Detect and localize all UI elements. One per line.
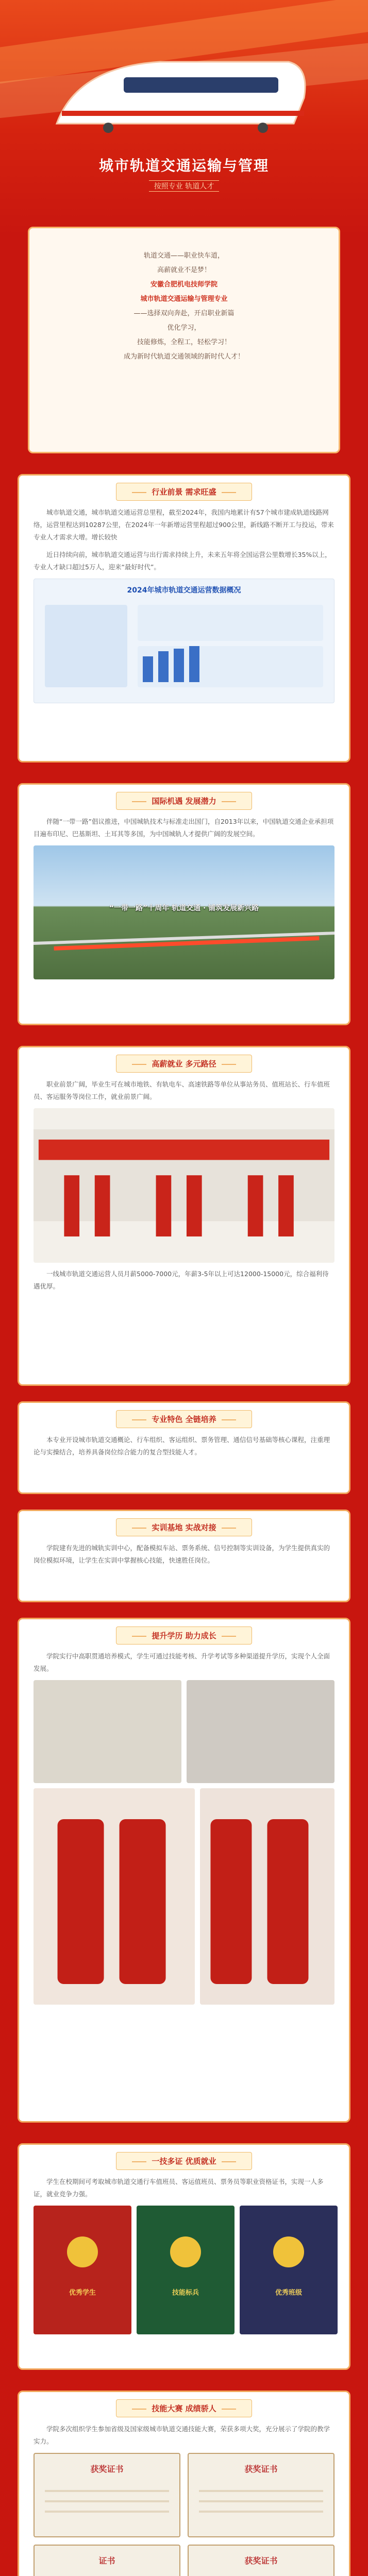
section-title: 国际机遇 发展潜力 (116, 792, 252, 810)
certificate: 获奖证书 (188, 2453, 334, 2537)
section-paragraph: 近日持续向前，城市轨道交通运营与出行需求持续上升，未来五年将全国运营公里数增长35%以上，专业人才缺口超过5万人，迎来“最好时代”。 (34, 551, 331, 571)
intro-line: 优化学习， (167, 324, 201, 332)
section-international (18, 783, 350, 1025)
emblem-icon (67, 2236, 98, 2267)
infographic-title: 2024年城市轨道交通运营数据概况 (127, 586, 241, 595)
section-competitions (18, 2391, 350, 2576)
page-title: 城市轨道交通运输与管理 (98, 157, 269, 174)
section-title: 实训基地 实战对接 (116, 1518, 252, 1536)
emblem-icon (273, 2236, 304, 2267)
section-training-base (18, 1510, 350, 1602)
section-features (18, 1401, 350, 1494)
section-title: 行业前景 需求旺盛 (116, 483, 252, 501)
salary-note: 一线城市轨道交通运营人员月薪5000-7000元，年薪3-5年以上可达12000-15000元，综合福利待遇优厚。 (34, 1270, 329, 1290)
intro-line: 安徽合肥机电技师学院 (150, 281, 218, 289)
section-paragraph: 本专业开设城市轨道交通概论、行车组织、客运组织、票务管理、通信信号基础等核心课程，注重理论与实操结合，培养具备岗位综合能力的复合型技能人才。 (34, 1436, 330, 1456)
hero-banner (0, 0, 368, 237)
intro-panel (28, 227, 340, 453)
section-title: 一技多证 优质就业 (116, 2152, 252, 2170)
section-title: 专业特色 全链培养 (116, 1410, 252, 1428)
section-paragraph: 学院实行中高职贯通培养模式，学生可通过技能考核、升学考试等多种渠道提升学历，实现个人全面发展。 (34, 1652, 330, 1672)
intro-line: 高薪就业不是梦！ (157, 266, 211, 274)
section-paragraph: 职业前景广阔，毕业生可在城市地铁、有轨电车、高速铁路等单位从事站务员、值班站长、行车值班员、客运服务等岗位工作，就业前景广阔。 (34, 1080, 330, 1100)
section-title: 技能大赛 成绩骄人 (116, 2399, 252, 2417)
section-paragraph: 城市轨道交通，城市轨道交通运营总里程，截至2024年，我国内地累计有57个城市建成轨道线路网络，运营里程达到10287公里，在2024年一年新增运营里程超过900公里，新线路不断开工与投运，带来专业人才需求大增。增长较快 (34, 509, 334, 541)
page-subtitle: 按照专业 轨道人才 (149, 180, 219, 192)
section-title: 提升学历 助力成长 (116, 1626, 252, 1645)
section-employment (18, 1046, 350, 1386)
award-banner: 优秀班级 (240, 2206, 338, 2334)
award-banner: 优秀学生 (34, 2206, 131, 2334)
section-industry (18, 474, 350, 762)
training-photo (187, 1680, 334, 1783)
bridge-photo (34, 845, 334, 979)
crew-photo (34, 1108, 334, 1263)
section-paragraph: 伴随“一带一路”倡议推进，中国城轨技术与标准走出国门，自2013年以来，中国轨道交通企业承担项目遍布印尼、巴基斯坦、土耳其等多国，为中国城轨人才提供广阔的发展空间。 (34, 818, 334, 838)
training-photo (34, 1680, 181, 1783)
photo-caption: “一带一路”十周年 轨道交通 · 铺筑发展新兴路 (109, 904, 259, 912)
certificate: 获奖证书 (188, 2545, 334, 2576)
intro-line: ——选择双向奔赴，开启职业新篇 (133, 310, 235, 317)
certificate: 获奖证书 (34, 2453, 180, 2537)
intro-line: 城市轨道交通运输与管理专业 (140, 295, 228, 303)
intro-line: 轨道交通——职业快车道， (143, 252, 224, 260)
stats-infographic (34, 579, 334, 703)
intro-line: 成为新时代轨道交通领域的新时代人才！ (123, 353, 244, 361)
student-photo (200, 1788, 334, 2005)
section-paragraph: 学生在校期间可考取城市轨道交通行车值班员、客运值班员、票务员等职业资格证书，实现一人多证，就业竞争力强。 (34, 2178, 324, 2198)
award-banner: 技能标兵 (137, 2206, 235, 2334)
section-title: 高薪就业 多元路径 (116, 1055, 252, 1073)
section-paragraph: 学院多次组织学生参加省级及国家级城市轨道交通技能大赛，荣获多项大奖，充分展示了学院的教学实力。 (34, 2425, 330, 2445)
certificate: 证书 (34, 2545, 180, 2576)
section-paragraph: 学院建有先进的城轨实训中心，配备模拟车站、票务系统、信号控制等实训设备，为学生提供真实的岗位模拟环境，让学生在实训中掌握核心技能，快速胜任岗位。 (34, 1544, 330, 1564)
section-education (18, 1618, 350, 2123)
intro-line: 技能修炼，全程工，轻松学习！ (137, 338, 231, 346)
intro-text (29, 228, 339, 385)
section-certificates (18, 2143, 350, 2370)
emblem-icon (170, 2236, 201, 2267)
student-photo (34, 1788, 195, 2005)
train-illustration (46, 36, 314, 149)
